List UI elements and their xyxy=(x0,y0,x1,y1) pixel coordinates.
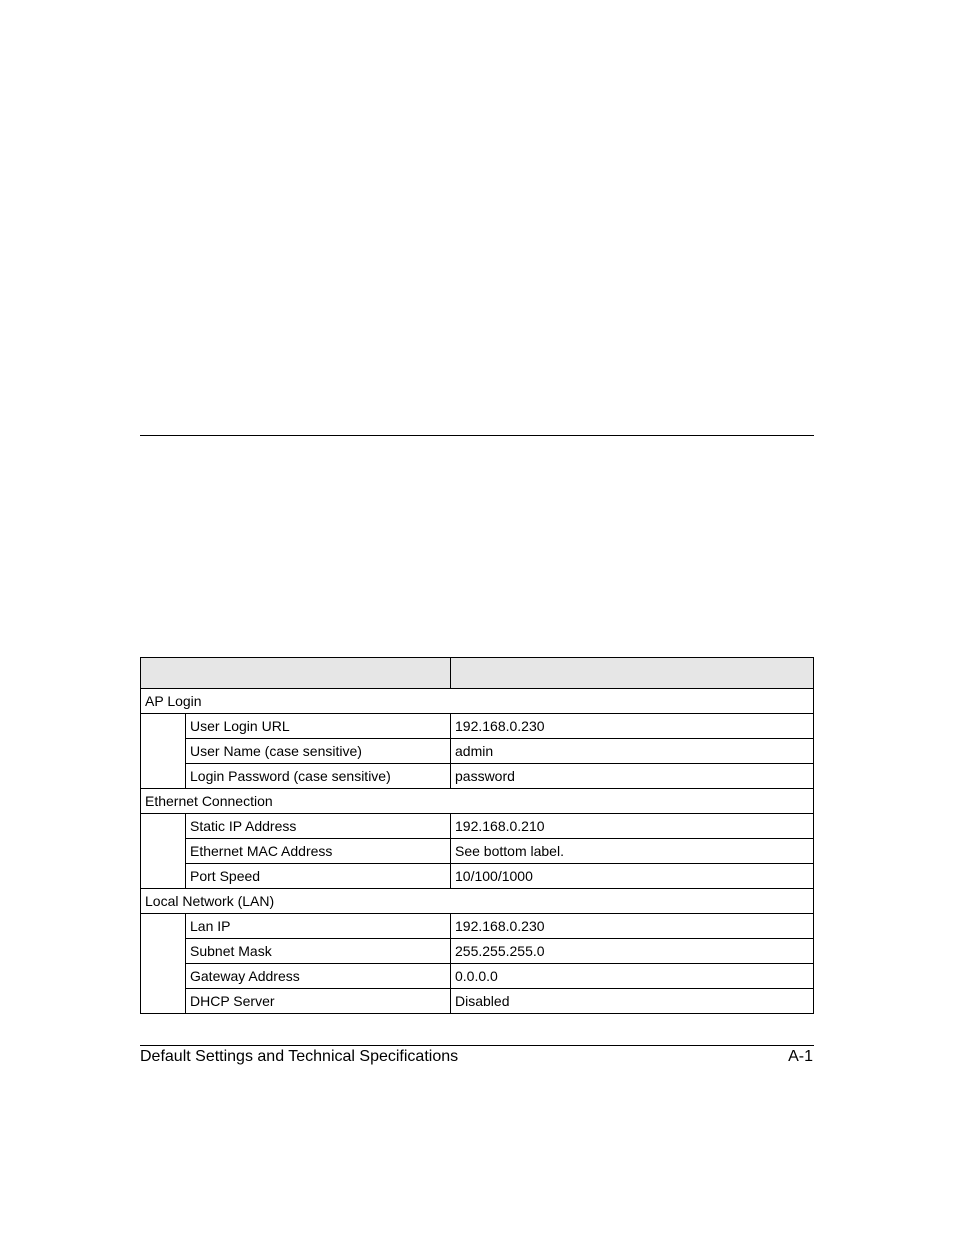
table-row xyxy=(141,714,814,739)
setting-value: Disabled xyxy=(451,989,814,1014)
setting-value: password xyxy=(451,764,814,789)
setting-name: Ethernet MAC Address xyxy=(186,839,451,864)
footer-title: Default Settings and Technical Specifications xyxy=(140,1048,459,1065)
section-title-ethernet-connection: Ethernet Connection xyxy=(141,789,814,814)
section-title-local-network: Local Network (LAN) xyxy=(141,889,814,914)
table-row xyxy=(141,814,814,839)
table-header-default xyxy=(451,658,814,689)
table-header-row xyxy=(141,658,814,689)
setting-value: 0.0.0.0 xyxy=(451,964,814,989)
section-row xyxy=(141,689,814,714)
table-row xyxy=(141,939,814,964)
setting-name: Subnet Mask xyxy=(186,939,451,964)
section-row xyxy=(141,889,814,914)
setting-value: admin xyxy=(451,739,814,764)
setting-value: 255.255.255.0 xyxy=(451,939,814,964)
table-row xyxy=(141,964,814,989)
setting-value: See bottom label. xyxy=(451,839,814,864)
table-row xyxy=(141,764,814,789)
chapter-rule xyxy=(140,435,814,436)
page-number: A-1 xyxy=(788,1048,813,1065)
table-row xyxy=(141,839,814,864)
setting-name: Static IP Address xyxy=(186,814,451,839)
setting-value: 192.168.0.230 xyxy=(451,914,814,939)
section-row xyxy=(141,789,814,814)
indent-cell xyxy=(141,714,186,789)
section-title-ap-login: AP Login xyxy=(141,689,814,714)
setting-name: Gateway Address xyxy=(186,964,451,989)
indent-cell xyxy=(141,814,186,889)
table-row xyxy=(141,989,814,1014)
indent-cell xyxy=(141,914,186,1014)
setting-name: Login Password (case sensitive) xyxy=(186,764,451,789)
table-header-feature xyxy=(141,658,451,689)
default-settings-table xyxy=(140,657,814,1014)
setting-value: 192.168.0.210 xyxy=(451,814,814,839)
setting-name: User Login URL xyxy=(186,714,451,739)
table-row xyxy=(141,914,814,939)
setting-value: 192.168.0.230 xyxy=(451,714,814,739)
footer-rule xyxy=(140,1045,814,1046)
setting-name: DHCP Server xyxy=(186,989,451,1014)
setting-value: 10/100/1000 xyxy=(451,864,814,889)
setting-name: User Name (case sensitive) xyxy=(186,739,451,764)
table-row xyxy=(141,739,814,764)
table-row xyxy=(141,864,814,889)
setting-name: Lan IP xyxy=(186,914,451,939)
setting-name: Port Speed xyxy=(186,864,451,889)
